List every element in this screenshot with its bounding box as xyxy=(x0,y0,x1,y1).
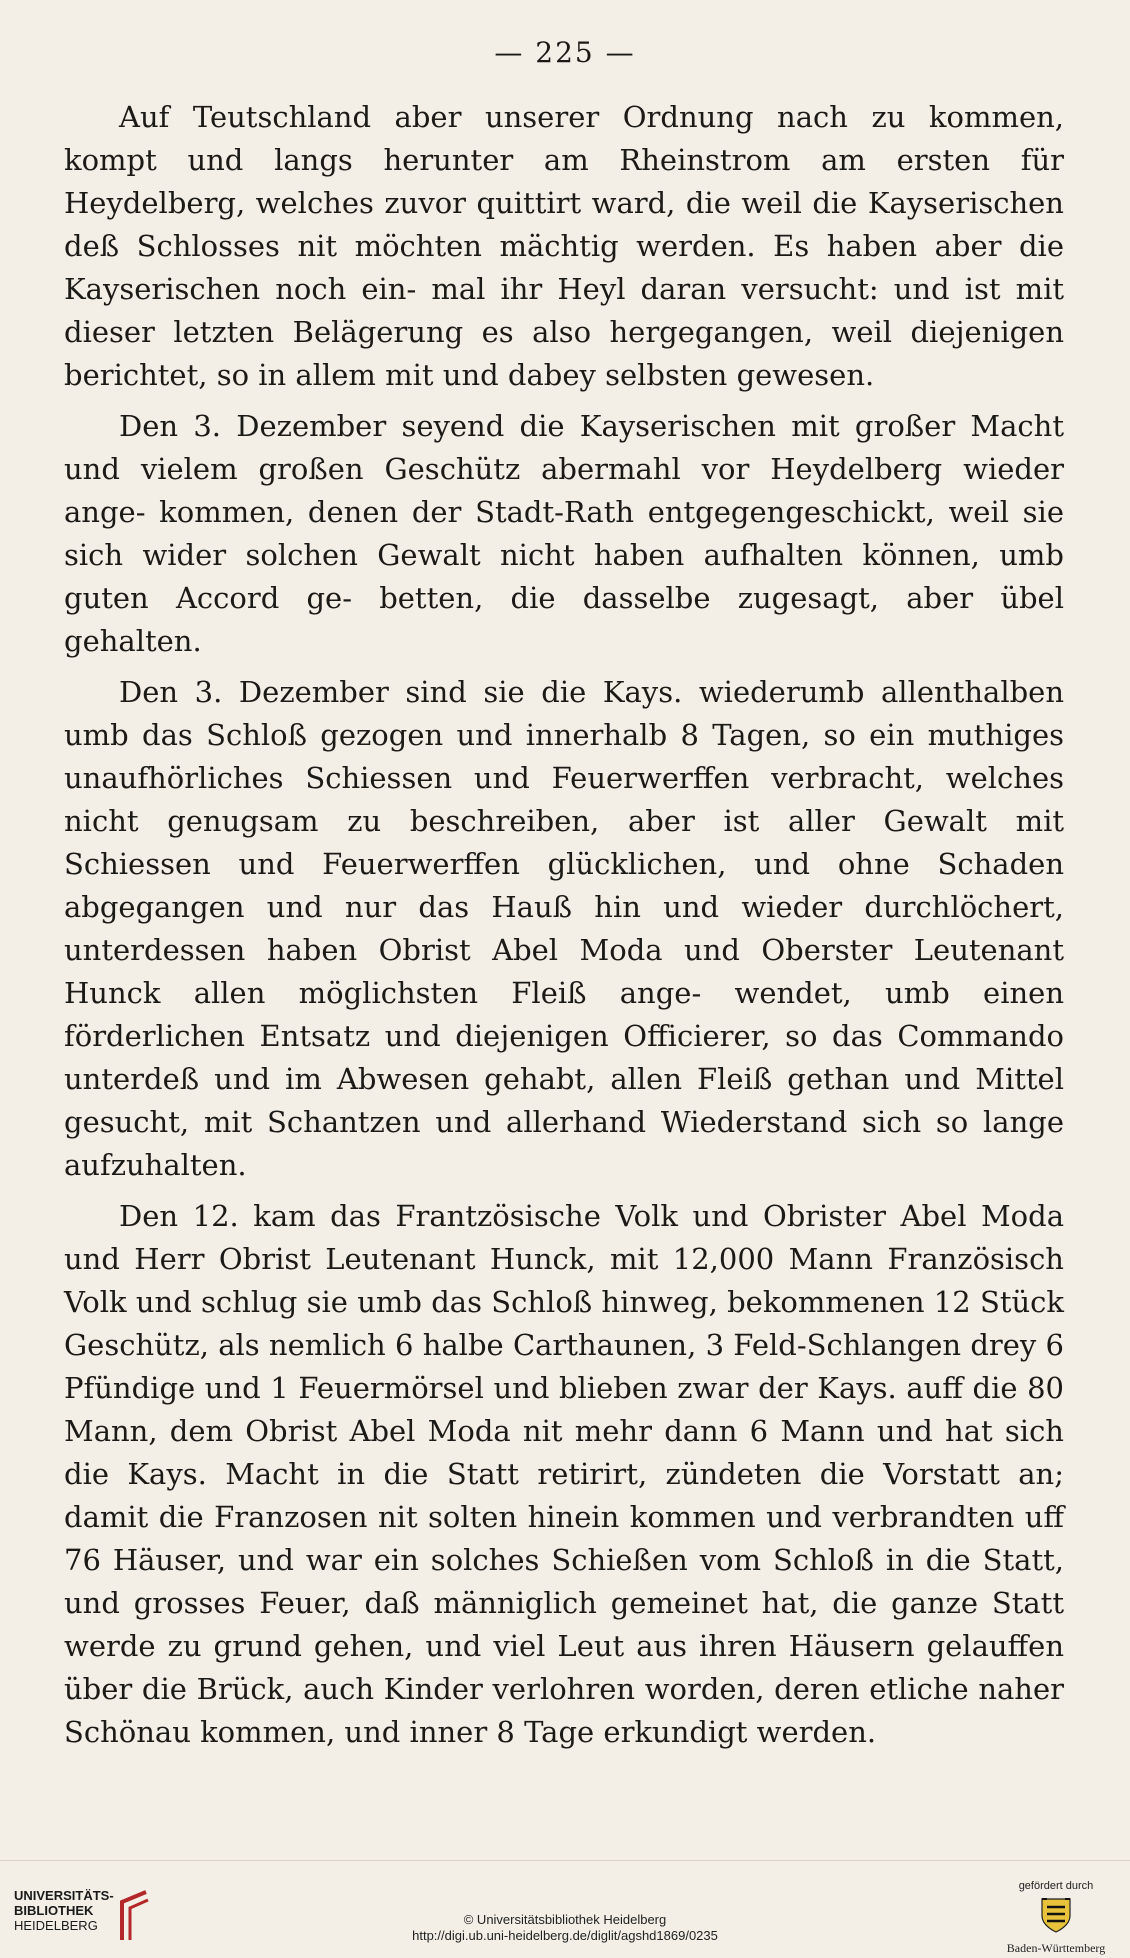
page-body xyxy=(64,96,1064,1762)
paragraph: Auf Teutschland aber unserer Ordnung nach zu kommen, kompt und langs herunter am Rheinstrom am ersten für Heydelberg, welches zuvor quittirt ward, die weil die Kayserischen deß Schlosses nit möchten mächtig werden. Es haben aber die Kayserischen noch ein- mal ihr Heyl daran versucht: und ist mit dieser letzten Belägerung es also hergegangen, weil diejenigen berichtet, so in allem mit und dabey selbsten gewesen. xyxy=(64,100,1064,392)
paragraph: Den 3. Dezember sind sie die Kays. wiederumb allenthalben umb das Schloß gezogen und innerhalb 8 Tagen, so ein muthiges unaufhörliches Schiessen und Feuerwerffen verbracht, welches nicht genugsam zu beschreiben, aber ist aller Gewalt mit Schiessen und Feuerwerffen glücklichen, und ohne Schaden abgegangen und nur das Hauß hin und wieder durchlöchert, unterdessen haben Obrist Abel Moda und Oberster Leutenant Hunck allen möglichsten Fleiß ange- wendet, umb einen förderlichen Entsatz und diejenigen Officierer, so das Commando unterdeß und im Abwesen gehabt, allen Fleiß gethan und Mittel gesucht, mit Schantzen und allerhand Wiederstand sich so lange aufzuhalten. xyxy=(64,675,1064,1182)
footer-credit xyxy=(0,1912,1130,1944)
paragraph: Den 3. Dezember seyend die Kayserischen mit großer Macht und vielem großen Geschütz abermahl vor Heydelberg wieder ange- kommen, denen der Stadt-Rath entgegengeschickt, weil sie sich wider solchen Gewalt nicht haben aufhalten können, umb guten Accord ge- betten, die dasselbe zugesagt, aber übel gehalten. xyxy=(64,409,1064,658)
funding-logo[interactable] xyxy=(996,1880,1116,1956)
paragraph: Den 12. kam das Frantzösische Volk und Obrister Abel Moda und Herr Obrist Leutenant Hunck, mit 12,000 Mann Französisch Volk und schlug sie umb das Schloß hinweg, bekommenen 12 Stück Geschütz, als nemlich 6 halbe Carthaunen, 3 Feld-Schlangen drey 6 Pfündige und 1 Feuermörsel und blieben zwar der Kays. auff die 80 Mann, dem Obrist Abel Moda nit mehr dann 6 Mann und hat sich die Kays. Macht in die Statt retirirt, zündeten die Vorstatt an; damit die Franzosen nit solten hinein kommen und verbrandten uff 76 Häuser, und war ein solches Schießen vom Schloß in die Statt, und grosses Feuer, daß männiglich gemeinet hat, die ganze Statt werde zu grund gehen, und viel Leut aus ihren Häusern gelauffen über die Brück, auch Kinder verlohren worden, deren etliche naher Schönau kommen, und inner 8 Tage erkundigt werden. xyxy=(64,1199,1064,1749)
state-name: Baden-Württemberg xyxy=(1006,1941,1106,1955)
state-coat-of-arms-icon xyxy=(1039,1896,1073,1934)
page-number: — 225 — xyxy=(494,36,636,69)
library-name-line1: UNIVERSITÄTS- xyxy=(14,1888,114,1903)
footer-divider xyxy=(0,1860,1130,1861)
library-name-line2: BIBLIOTHEK xyxy=(14,1903,94,1918)
footer xyxy=(0,1860,1130,1958)
permalink[interactable]: http://digi.ub.uni-heidelberg.de/diglit/agshd1869/0235 xyxy=(412,1928,718,1943)
library-name-line3: HEIDELBERG xyxy=(14,1918,98,1933)
funded-by-label: gefördert durch xyxy=(1018,1880,1094,1892)
copyright-text: © Universitätsbibliothek Heidelberg xyxy=(463,1912,667,1927)
